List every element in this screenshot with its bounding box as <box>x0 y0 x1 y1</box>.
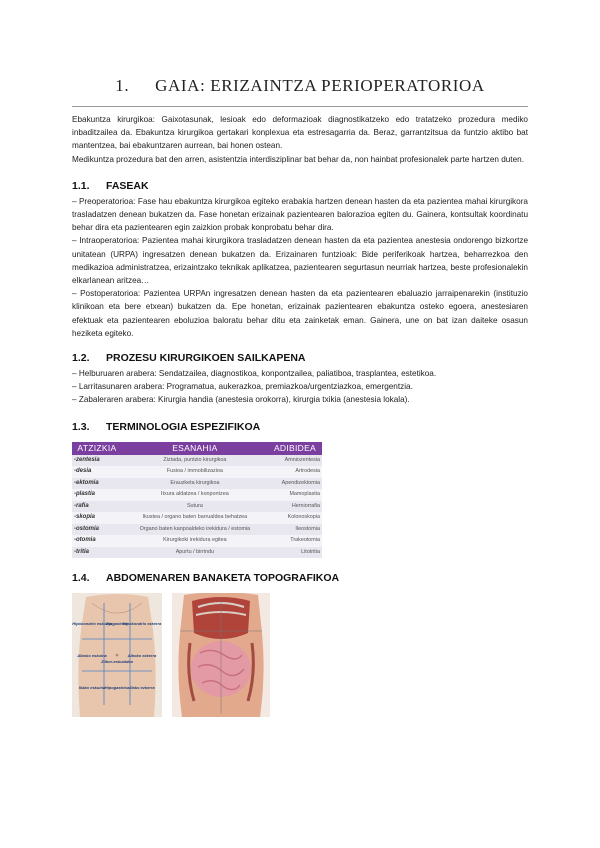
list-item: – Zabaleraren arabera: Kirurgia handia (anestesia orokorra), kirurgia txikia (anestesia lokala). <box>72 395 410 405</box>
list-item: – Intraoperatorioa: Pazientea mahai kirurgikora trasladatzen denean hasten da eta pazientea anestesia ondorengo bizkortze unitatean (URPA) ingresatzen denean bukatzen da. Erizainaren funtzioak: Bide periferikoak hartzea, beharrezkoa den medikazioa administratzea, erizaintzako teknikak aplikatzea, pazientearen segurtasun neurriak hartzea, beste profesionalekin elkarlanean aritzea… <box>72 236 528 286</box>
table-cell-example: Trakeotomia <box>268 535 322 547</box>
list-item: – Postoperatorioa: Pazientea URPAn ingresatzen denean hasten da eta pazientearen ebaluazio jarraipenarekin (instituzio klinikoan eta bere etxean) bukatzen da. Epe honetan, erizainak pazientearen ebakuntza osteko egoera, anestesiaren efektuak eta pazientearen eboluzioa baloratu behar ditu eta zainketak eman. Gainera, une on bat izan daiteke osasun heziketa egiteko. <box>72 289 528 338</box>
table-cell-suffix: -zentesia <box>72 455 122 467</box>
table-cell-suffix: -ostomia <box>72 524 122 536</box>
abdomen-regions-diagram <box>72 593 162 717</box>
table-header: ATZIZKIA <box>72 442 122 455</box>
intro-section <box>72 113 528 166</box>
section-title: FASEAK <box>106 179 149 192</box>
section-title: TERMINOLOGIA ESPEZIFIKOA <box>106 420 261 433</box>
table-row <box>72 466 322 478</box>
section-faseak <box>72 180 528 340</box>
intro-paragraph: Ebakuntza kirurgikoa: Gaixotasunak, lesioak edo deformazioak diagnostikatzeko edo tratatzeko prozedura mediko inbaditzailea da. Ebakuntza kirurgikoa gertakari konplexua eta estresagarria da. Beraz, garrantzitsua da funtzio aktibo bat mantentzea, bai ebakuntzaren aurrean, bai honen ostean. <box>72 115 528 151</box>
abdomen-anatomy-illustration <box>172 593 270 717</box>
section-heading <box>72 352 528 364</box>
section-title: ABDOMENAREN BANAKETA TOPOGRAFIKOA <box>106 572 340 585</box>
table-cell-meaning: Erauzketa kirurgikoa <box>122 478 268 490</box>
table-cell-suffix: -plastia <box>72 489 122 501</box>
terminology-table <box>72 442 322 559</box>
table-cell-suffix: -desia <box>72 466 122 478</box>
title-divider <box>72 106 528 107</box>
table-row <box>72 547 322 559</box>
title-text: GAIA: ERIZAINTZA PERIOPERATORIOA <box>155 76 485 95</box>
table-header: ADIBIDEA <box>268 442 322 455</box>
table-cell-example: Ileostomia <box>268 524 322 536</box>
table-cell-suffix: -tritia <box>72 547 122 559</box>
page-title <box>72 76 528 96</box>
table-cell-suffix: -skopia <box>72 512 122 524</box>
table-cell-example: Artrodesia <box>268 466 322 478</box>
section-number: 1.3. <box>72 420 90 433</box>
region-label: Zilbor-eskualdea <box>101 659 133 665</box>
section-number: 1.1. <box>72 179 90 192</box>
intro-paragraph: Medikuntza prozedura bat den arren, asistentzia interdisziplinar bat behar da, non hainbat profesionalek parte hartzen duten. <box>72 154 524 164</box>
section-title: PROZESU KIRURGIKOEN SAILKAPENA <box>106 352 306 365</box>
list-item: – Larritasunaren arabera: Programatua, aukerazkoa, premiazkoa/urgentziazkoa, emergentzia. <box>72 382 413 392</box>
table-row <box>72 501 322 513</box>
region-label: Hipokondrio ezkerra <box>122 621 162 627</box>
list-item: – Preoperatorioa: Fase hau ebakuntza kirurgikoa egiteko erabakia hartzen denean hasten da eta pazientea mahai kirurgikora trasladatzen denean bukatzen da. Fase honetan erizainak pazientearen balorazioa egiten du. Gainera, kontsultak koordinatu behar dira eta pazientearen egin zaizkion probak konprobatu behar dira. <box>72 196 528 233</box>
table-row <box>72 455 322 467</box>
table-cell-example: Litotritia <box>268 547 322 559</box>
region-label: Iliako eskuina <box>78 685 106 691</box>
table-row <box>72 489 322 501</box>
table-cell-example: Herniorrafia <box>268 501 322 513</box>
title-number: 1. <box>115 76 130 95</box>
table-cell-suffix: -otomia <box>72 535 122 547</box>
table-cell-example: Mamoplastia <box>268 489 322 501</box>
section-number: 1.2. <box>72 352 90 365</box>
table-cell-example: Amniozentesia <box>268 455 322 467</box>
table-cell-meaning: Sutura <box>122 501 268 513</box>
section-abdomena <box>72 572 528 717</box>
table-row <box>72 524 322 536</box>
table-cell-meaning: Ikustea / organo baten barrualdea behatzea <box>122 512 268 524</box>
region-label: Epigastrioa <box>106 621 128 627</box>
region-label: Alboko ezkerra <box>127 653 157 659</box>
region-label: Iliako ezkerra <box>129 685 155 691</box>
table-cell-suffix: -rafia <box>72 501 122 513</box>
table-cell-example: Kolonoskopia <box>268 512 322 524</box>
section-heading <box>72 180 528 192</box>
section-terminologia <box>72 421 528 559</box>
table-row <box>72 512 322 524</box>
section-number: 1.4. <box>72 572 90 585</box>
table-row <box>72 535 322 547</box>
region-label: Hipogastrioa <box>104 685 130 691</box>
table-cell-meaning: Kirurgikoki irekidura egitea <box>122 535 268 547</box>
region-label: Hipokondrio eskuina <box>72 621 112 627</box>
table-cell-meaning: Fusioa / immobilizazioa <box>122 466 268 478</box>
region-label: Alboko eskuina <box>77 653 107 659</box>
table-cell-meaning: Ziztada, puntzio kirurgikoa <box>122 455 268 467</box>
table-cell-meaning: Organo baten kanpoaldeko irekidura / estomia <box>122 524 268 536</box>
list-item: – Helburuaren arabera: Sendatzailea, diagnostikoa, konpontzailea, paliatiboa, trasplantea, estetikoa. <box>72 369 437 379</box>
section-sailkapena <box>72 352 528 407</box>
table-cell-suffix: -ektomia <box>72 478 122 490</box>
table-cell-meaning: Apurtu / birrindu <box>122 547 268 559</box>
table-cell-example: Apendizektomia <box>268 478 322 490</box>
section-heading <box>72 572 528 584</box>
table-cell-meaning: Itxura aldatzea / konpontzea <box>122 489 268 501</box>
table-header: ESANAHIA <box>122 442 268 455</box>
section-heading <box>72 421 528 433</box>
table-row <box>72 478 322 490</box>
document-page <box>72 0 528 717</box>
